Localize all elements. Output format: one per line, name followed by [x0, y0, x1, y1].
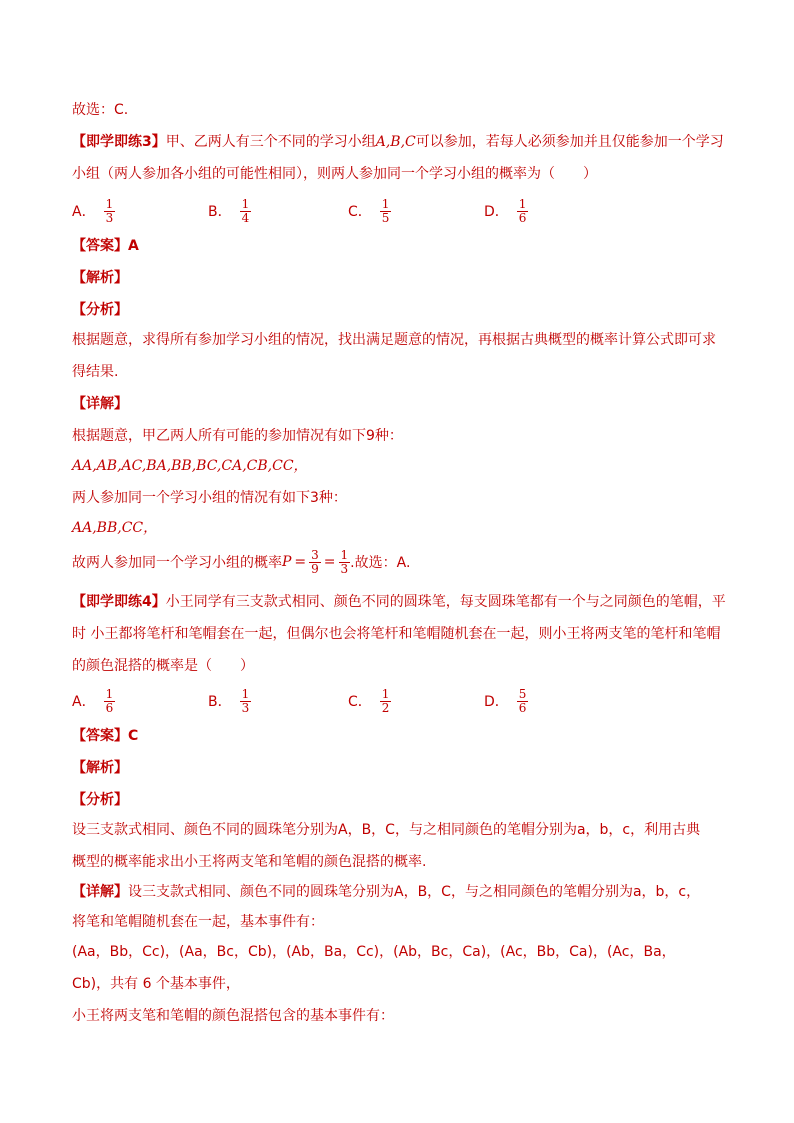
- option-fraction: [380, 688, 392, 715]
- exercise3-groups-var: A,B,C: [375, 134, 416, 150]
- exercise4-question-line2: 时 小王都将笔杆和笔帽套在一起，但偶尔也会将笔杆和笔帽随机套在一起，则小王将两支笔的笔杆和笔帽: [72, 626, 721, 642]
- exercise3-q-part2: 可以参加，若每人必须参加并且仅能参加一个学习: [415, 134, 724, 150]
- equals-sign: =: [323, 554, 336, 570]
- fraction-numerator: 5: [518, 686, 527, 701]
- fraction-denominator: 3: [340, 561, 349, 576]
- exercise4-answer: 【答案】C: [72, 728, 139, 744]
- exercise4-option-a: [72, 684, 115, 718]
- exercise3-question-line1: [72, 132, 734, 152]
- fraction-denominator: 4: [241, 210, 250, 225]
- exercise3-option-d: [484, 194, 528, 228]
- equals-sign: =: [294, 554, 307, 570]
- fraction-numerator: 1: [241, 196, 250, 211]
- fraction-numerator: 1: [381, 686, 390, 701]
- fraction-denominator: 5: [381, 210, 390, 225]
- probability-suffix: .故选：A.: [350, 555, 411, 571]
- exercise3-question-line2: 小组（两人参加各小组的可能性相同），则两人参加同一个学习小组的概率为（ ）: [72, 166, 597, 182]
- exercise4-detail-line1: [72, 882, 734, 902]
- fraction-denominator: 3: [105, 210, 114, 225]
- option-fraction: [104, 688, 116, 715]
- exercise3-analysis-line1: 根据题意，求得所有参加学习小组的情况，找出满足题意的情况，再根据古典概型的概率计算公式即可求: [72, 332, 716, 348]
- exercise4-option-b: [208, 684, 251, 718]
- exercise3-outcomes-same: AA,BB,CC，: [72, 520, 158, 536]
- exercise4-question-line1: [72, 592, 734, 612]
- fraction-denominator: 3: [241, 700, 250, 715]
- option-label: A．: [72, 204, 96, 220]
- fraction-numerator: 1: [381, 196, 390, 211]
- option-fraction: [380, 198, 392, 225]
- exercise3-detail-line1: 根据题意，甲乙两人所有可能的参加情况有如下9种：: [72, 428, 403, 444]
- exercise3-jiexi-heading: 【解析】: [72, 270, 128, 286]
- probability-prefix: 故两人参加同一个学习小组的概率: [72, 555, 282, 571]
- option-fraction: [517, 688, 529, 715]
- exercise3-tag: 【即学即练3】: [72, 134, 166, 150]
- fraction-denominator: 6: [518, 210, 527, 225]
- option-label: A．: [72, 694, 96, 710]
- option-label: D．: [484, 204, 509, 220]
- exercise3-option-a: [72, 194, 115, 228]
- fraction-numerator: 1: [340, 547, 349, 562]
- option-fraction: [104, 198, 116, 225]
- fraction-numerator: 1: [105, 686, 114, 701]
- option-label: B．: [208, 694, 232, 710]
- exercise4-option-d: [484, 684, 528, 718]
- fraction-numerator: 1: [241, 686, 250, 701]
- option-label: C．: [348, 204, 372, 220]
- option-fraction: [240, 688, 252, 715]
- exercise3-outcomes-all: AA,AB,AC,BA,BB,BC,CA,CB,CC，: [72, 458, 308, 474]
- exercise3-analysis-line2: 得结果.: [72, 364, 119, 380]
- exercise4-jiexi-heading: 【解析】: [72, 760, 128, 776]
- fraction-numerator: 1: [518, 196, 527, 211]
- option-label: C．: [348, 694, 372, 710]
- exercise4-q-part1: 小王同学有三支款式相同、颜色不同的圆珠笔，每支圆珠笔都有一个与之同颜色的笔帽，平: [165, 594, 726, 610]
- exercise3-option-b: [208, 194, 251, 228]
- exercise4-detail-line5: 小王将两支笔和笔帽的颜色混搭包含的基本事件有：: [72, 1008, 394, 1024]
- exercise3-detail-line3: 两人参加同一个学习小组的情况有如下3种：: [72, 490, 347, 506]
- exercise3-answer: 【答案】A: [72, 238, 139, 254]
- exercise4-fenxi-heading: 【分析】: [72, 792, 128, 808]
- probability-fraction-1: [309, 549, 321, 576]
- exercise3-q-part1: 甲、乙两人有三个不同的学习小组: [165, 134, 376, 150]
- exercise3-fenxi-heading: 【分析】: [72, 302, 128, 318]
- exercise4-analysis-line1: 设三支款式相同、颜色不同的圆珠笔分别为A，B，C，与之相同颜色的笔帽分别为a，b，c，利用古典: [72, 822, 701, 838]
- exercise3-option-c: [348, 194, 391, 228]
- option-label: D．: [484, 694, 509, 710]
- exercise4-detail-line2: 将笔和笔帽随机套在一起，基本事件有：: [72, 914, 324, 930]
- fraction-denominator: 6: [518, 700, 527, 715]
- exercise4-events-line2: Cb)，共有 6 个基本事件，: [72, 976, 240, 992]
- fraction-denominator: 6: [105, 700, 114, 715]
- exercise4-options: [72, 684, 722, 718]
- exercise3-probability-line: [72, 544, 410, 580]
- option-fraction: [517, 198, 529, 225]
- fraction-numerator: 1: [105, 196, 114, 211]
- exercise4-option-c: [348, 684, 391, 718]
- exercise4-question-line3: 的颜色混搭的概率是（ ）: [72, 658, 254, 674]
- fraction-numerator: 3: [311, 547, 319, 562]
- line-guxuan: 故选：C.: [72, 102, 129, 118]
- exercise4-detail-text: 设三支款式相同、颜色不同的圆珠笔分别为A，B，C，与之相同颜色的笔帽分别为a，b，c，: [128, 884, 701, 900]
- probability-var: P: [282, 554, 292, 570]
- probability-fraction-2: [339, 549, 351, 576]
- fraction-denominator: 2: [381, 700, 390, 715]
- exercise4-analysis-line2: 概型的概率能求出小王将两支笔和笔帽的颜色混搭的概率.: [72, 854, 427, 870]
- fraction-denominator: 9: [311, 561, 319, 576]
- exercise4-xiangjie-tag: 【详解】: [72, 884, 128, 900]
- exercise4-events-line1: (Aa，Bb，Cc)，(Aa，Bc，Cb)，(Ab，Ba，Cc)，(Ab，Bc，Ca)，(Ac，Bb，Ca)，(Ac，Ba，: [72, 944, 676, 960]
- exercise4-tag: 【即学即练4】: [72, 594, 166, 610]
- option-label: B．: [208, 204, 232, 220]
- option-fraction: [240, 198, 252, 225]
- exercise3-xiangjie-heading: 【详解】: [72, 396, 128, 412]
- exercise3-options: [72, 194, 722, 228]
